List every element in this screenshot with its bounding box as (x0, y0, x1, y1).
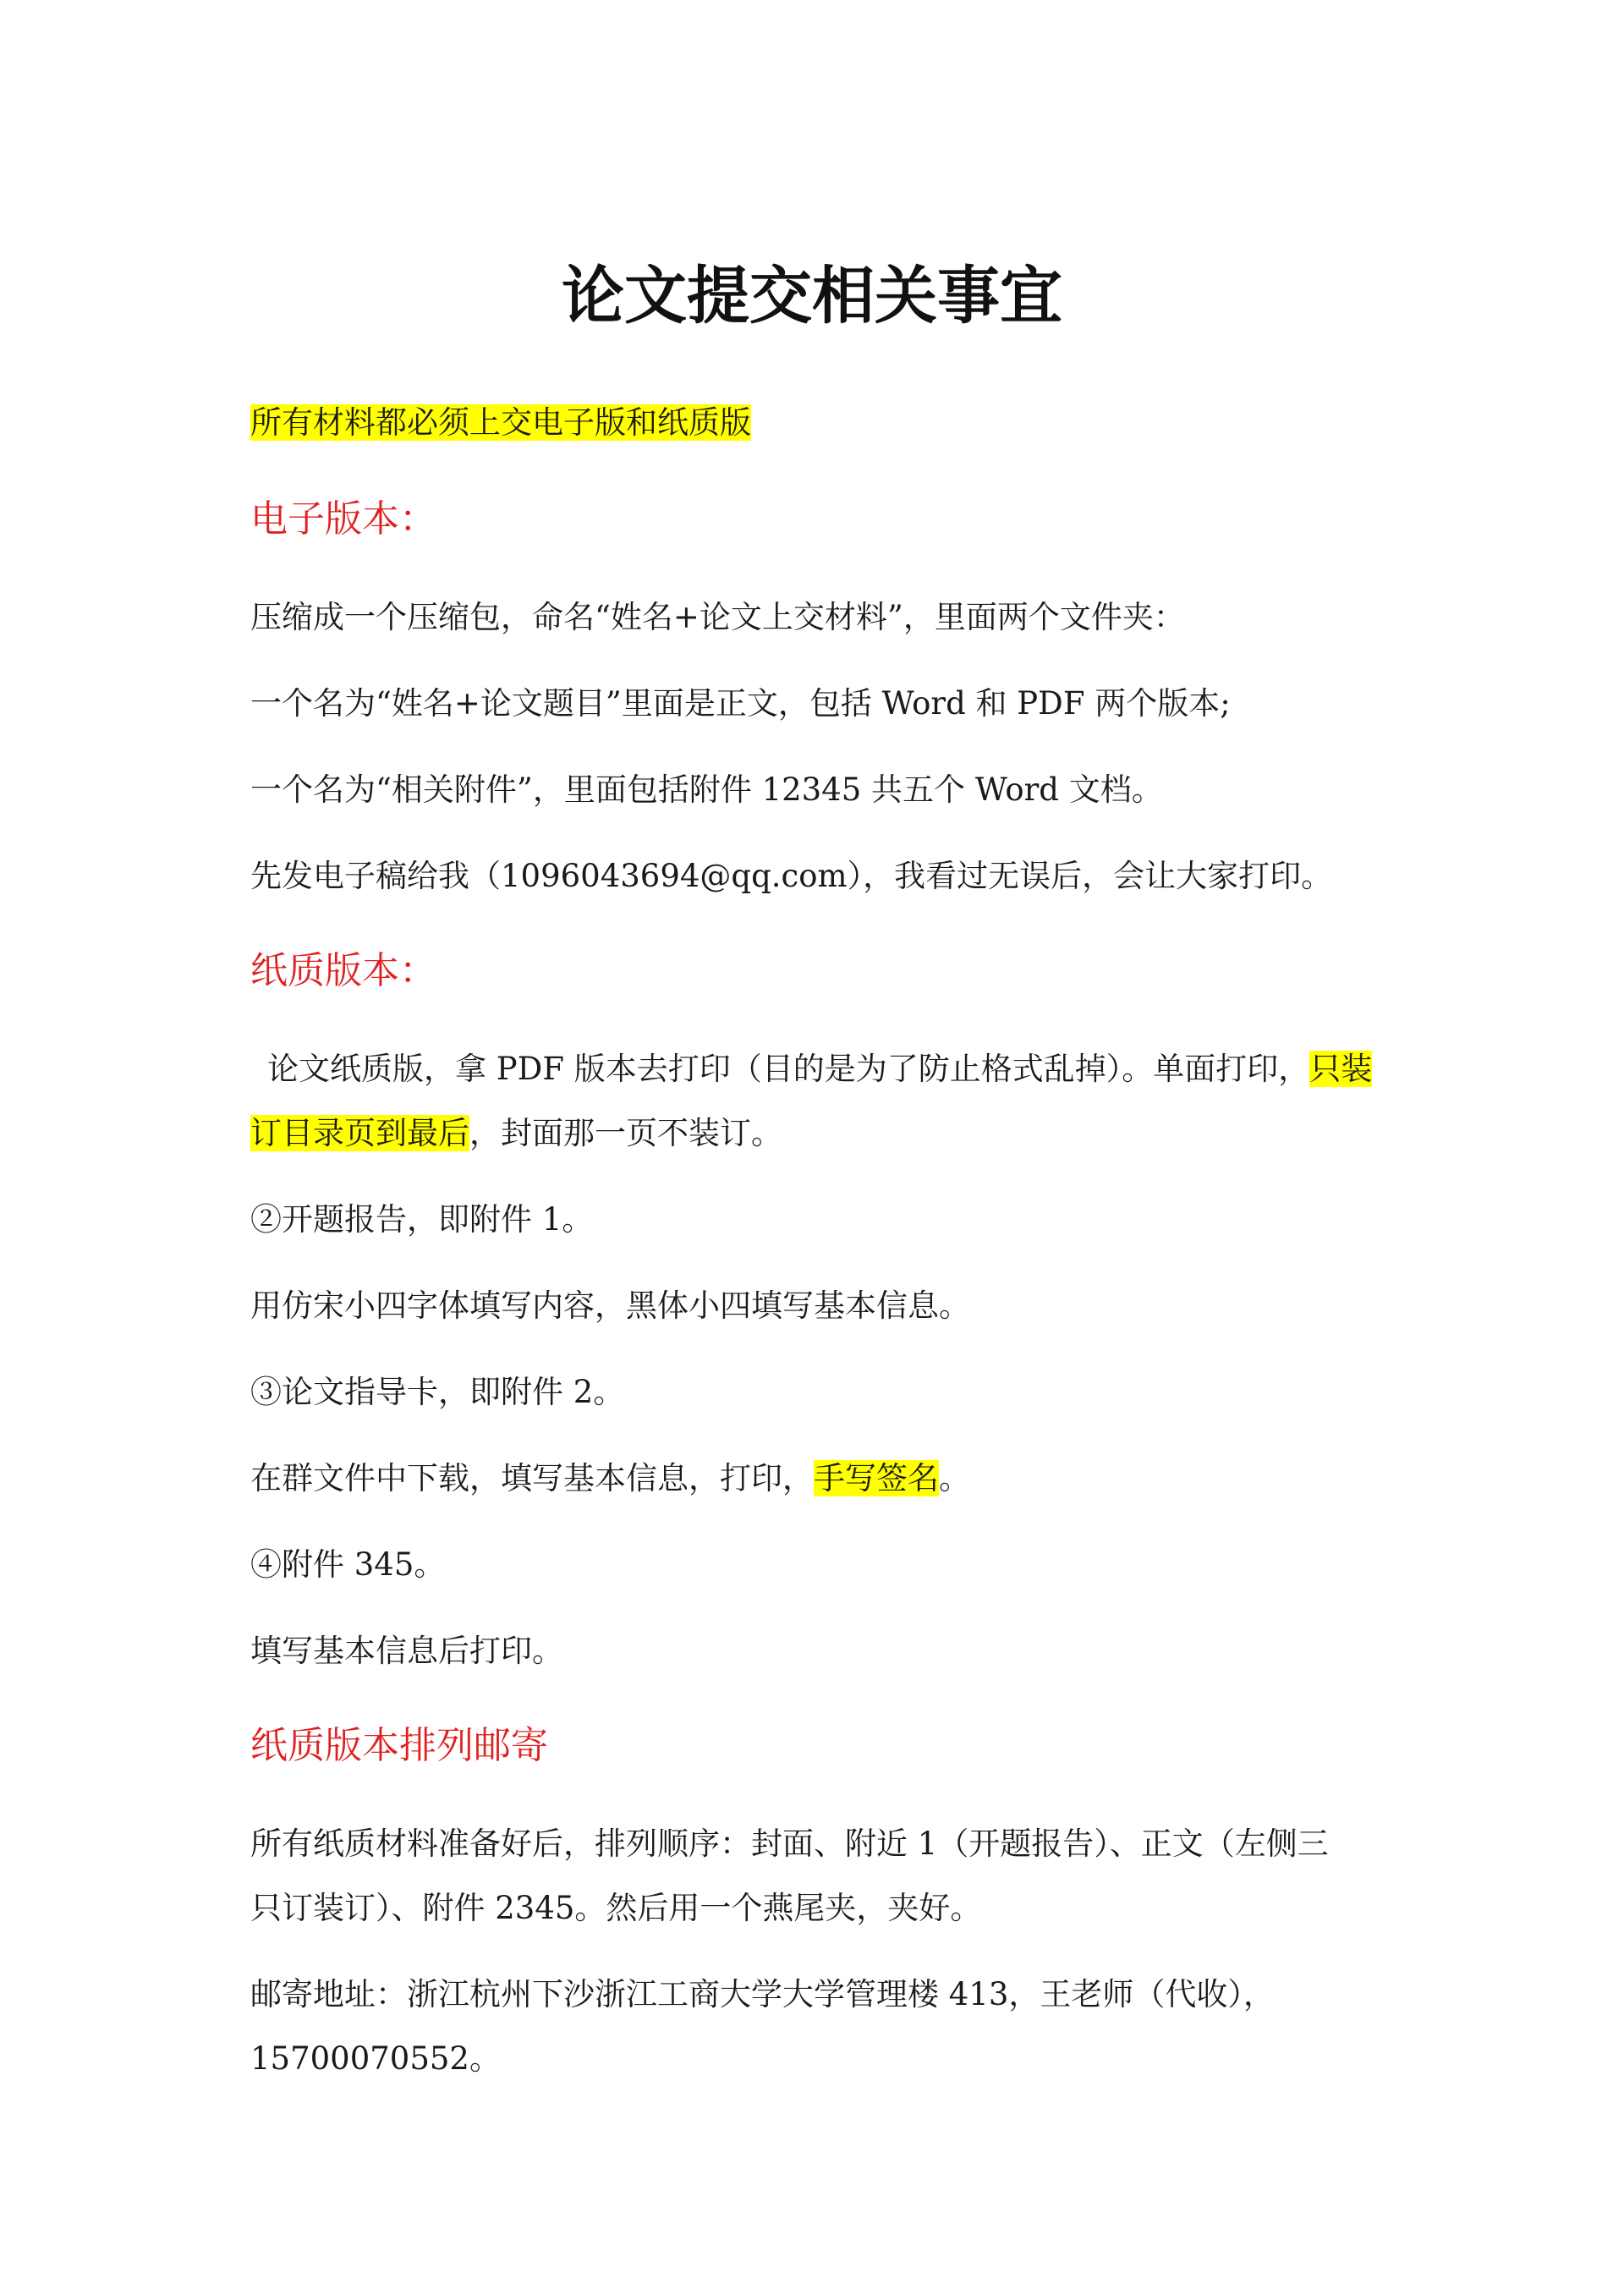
electronic-heading: 电子版本： (250, 497, 436, 541)
paper-heading: 纸质版本： (250, 949, 436, 992)
item-4-desc: 填写基本信息后打印。 (250, 1633, 563, 1669)
paper-highlight-2: 订目录页到最后 (250, 1115, 469, 1151)
mailing-order-line-2: 只订装订）、附件 2345。然后用一个燕尾夹，夹好。 (250, 1890, 982, 1926)
electronic-line-1: 压缩成一个压缩包，命名“姓名+论文上交材料”，里面两个文件夹： (250, 599, 1185, 635)
item-2-title: ②开题报告，即附件 1。 (250, 1201, 594, 1238)
item-3-desc (250, 1453, 1401, 1504)
item-3-title: ③论文指导卡，即附件 2。 (250, 1374, 625, 1410)
mailing-address-line-2: 15700070552。 (250, 2040, 501, 2077)
page-title: 论文提交相关事宜 (562, 260, 1062, 332)
item-3-desc-end: 。 (939, 1460, 970, 1496)
mailing-order-line-1: 所有纸质材料准备好后，排列顺序：封面、附近 1（开题报告）、正文（左侧三 (250, 1826, 1329, 1862)
electronic-line-4: 先发电子稿给我（1096043694@qq.com），我看过无误后，会让大家打印。 (250, 858, 1333, 894)
electronic-line-3: 一个名为“相关附件”，里面包括附件 12345 共五个 Word 文档。 (250, 771, 1163, 808)
paper-paragraph-text-1: 论文纸质版，拿 PDF 版本去打印（目的是为了防止格式乱掉）。单面打印， (267, 1051, 1310, 1087)
paper-paragraph-text-2: ，封面那一页不装订。 (469, 1115, 782, 1151)
notice-highlight: 所有材料都必须上交电子版和纸质版 (250, 404, 751, 441)
mailing-address-line-1: 邮寄地址：浙江杭州下沙浙江工商大学大学管理楼 413，王老师（代收）， (250, 1976, 1275, 2012)
item-2-desc: 用仿宋小四字体填写内容，黑体小四填写基本信息。 (250, 1288, 970, 1324)
item-3-desc-text: 在群文件中下载，填写基本信息，打印， (250, 1460, 814, 1496)
item-4-title: ④附件 345。 (250, 1546, 446, 1583)
paper-paragraph-line-2 (250, 1108, 1401, 1159)
notice-line (250, 398, 1401, 448)
paper-paragraph-line-1 (267, 1044, 1418, 1095)
signature-highlight: 手写签名 (814, 1460, 939, 1496)
paper-highlight-1: 只装 (1309, 1051, 1373, 1087)
electronic-line-2: 一个名为“姓名+论文题目”里面是正文，包括 Word 和 PDF 两个版本; (250, 685, 1231, 722)
mailing-heading: 纸质版本排列邮寄 (250, 1724, 548, 1767)
